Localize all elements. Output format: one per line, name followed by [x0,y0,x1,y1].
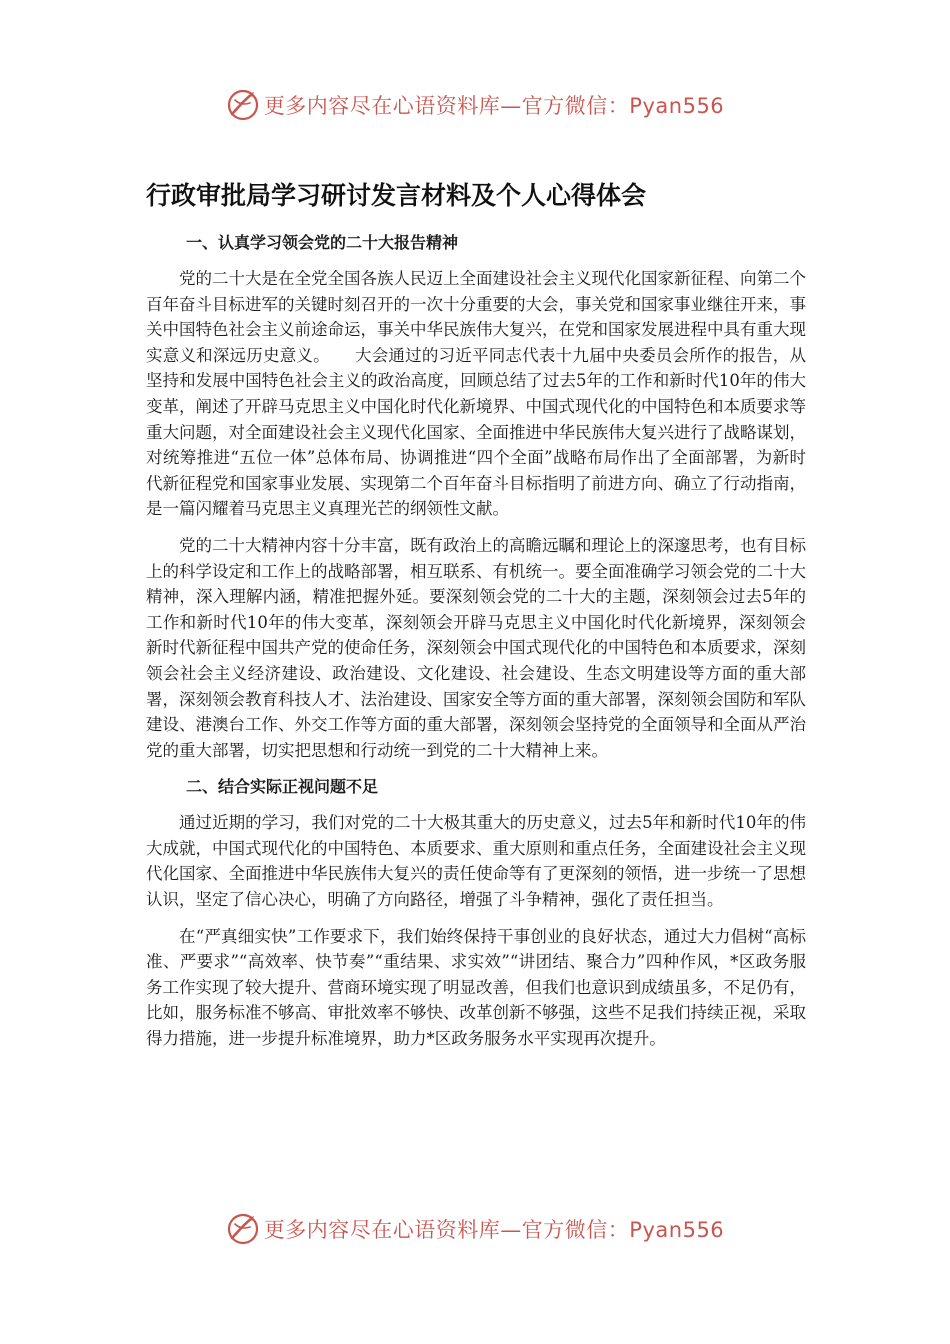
paragraph: 党的二十大精神内容十分丰富，既有政治上的高瞻远瞩和理论上的深邃思考，也有目标上的科学设定和工作上的战略部署，相互联系、有机统一。要全面准确学习领会党的二十大精神，深入理解内涵，精准把握外延。要深刻领会党的二十大的主题，深刻领会过去5年的工作和新时代10年的伟大变革，深刻领会开辟马克思主义中国化时代化新境界，深刻领会新时代新征程中国共产党的使命任务，深刻领会中国式现代化的中国特色和本质要求，深刻领会社会主义经济建设、政治建设、文化建设、社会建设、生态文明建设等方面的重大部署，深刻领会教育科技人才、法治建设、国家安全等方面的重大部署，深刻领会国防和军队建设、港澳台工作、外交工作等方面的重大部署，深刻领会坚持党的全面领导和全面从严治党的重大部署，切实把思想和行动统一到党的二十大精神上来。 [146,535,806,760]
paragraph: 通过近期的学习，我们对党的二十大极其重大的历史意义，过去5年和新时代10年的伟大成就，中国式现代化的中国特色、本质要求、重大原则和重点任务，全面建设社会主义现代化国家、全面推进中华民族伟大复兴的责任使命等有了更深刻的领悟，进一步统一了思想认识，坚定了信心决心，明确了方向路径，增强了斗争精神，强化了责任担当。 [146,813,806,910]
banner-text: 更多内容尽在心语资料库—官方微信：Pyan556 [263,94,725,118]
section-heading: 一、认真学习领会党的二十大报告精神 [186,233,459,252]
section-heading: 二、结合实际正视问题不足 [186,777,379,797]
paragraph: 党的二十大是在全党全国各族人民迈上全面建设社会主义现代化国家新征程、向第二个百年奋斗目标进军的关键时刻召开的一次十分重要的大会，事关党和国家事业继往开来，事关中国特色社会主义前途命运，事关中华民族伟大复兴，在党和国家发展进程中具有重大现实意义和深远历史意义。 大会通过的习近平同志代表十九届中央委员会所作的报告，从坚持和发展中国特色社会主义的政治高度，回顾总结了过去5年的工作和新时代10年的伟大变革，阐述了开辟马克思主义中国化时代化新境界、中国式现代化的中国特色和本质要求等重大问题，对全面建设社会主义现代化国家、全面推进中华民族伟大复兴进行了战略谋划，对统筹推进“五位一体”总体布局、协调推进“四个全面”战略布局作出了全面部署，为新时代新征程党和国家事业发展、实现第二个百年奋斗目标指明了前进方向、确立了行动指南，是一篇闪耀着马克思主义真理光芒的纲领性文献。 [146,269,806,519]
header-banner [0,88,950,122]
pen-signature-icon [226,1212,260,1246]
paragraph: 在“严真细实快”工作要求下，我们始终保持干事创业的良好状态，通过大力倡树“高标准、严要求”“高效率、快节奏”“重结果、求实效”“讲团结、聚合力”四种作风，*区政务服务工作实现了较大提升、营商环境实现了明显改善，但我们也意识到成绩虽多，不足仍有，比如，服务标准不够高、审批效率不够快、改革创新不够强，这些不足我们持续正视，采取得力措施，进一步提升标准境界，助力*区政务服务水平实现再次提升。 [146,926,806,1049]
footer-banner [0,1212,950,1246]
banner-text: 更多内容尽在心语资料库—官方微信：Pyan556 [263,1218,725,1242]
document-body [146,230,806,1060]
pen-signature-icon [226,88,260,122]
document-title: 行政审批局学习研讨发言材料及个人心得体会 [146,181,647,210]
